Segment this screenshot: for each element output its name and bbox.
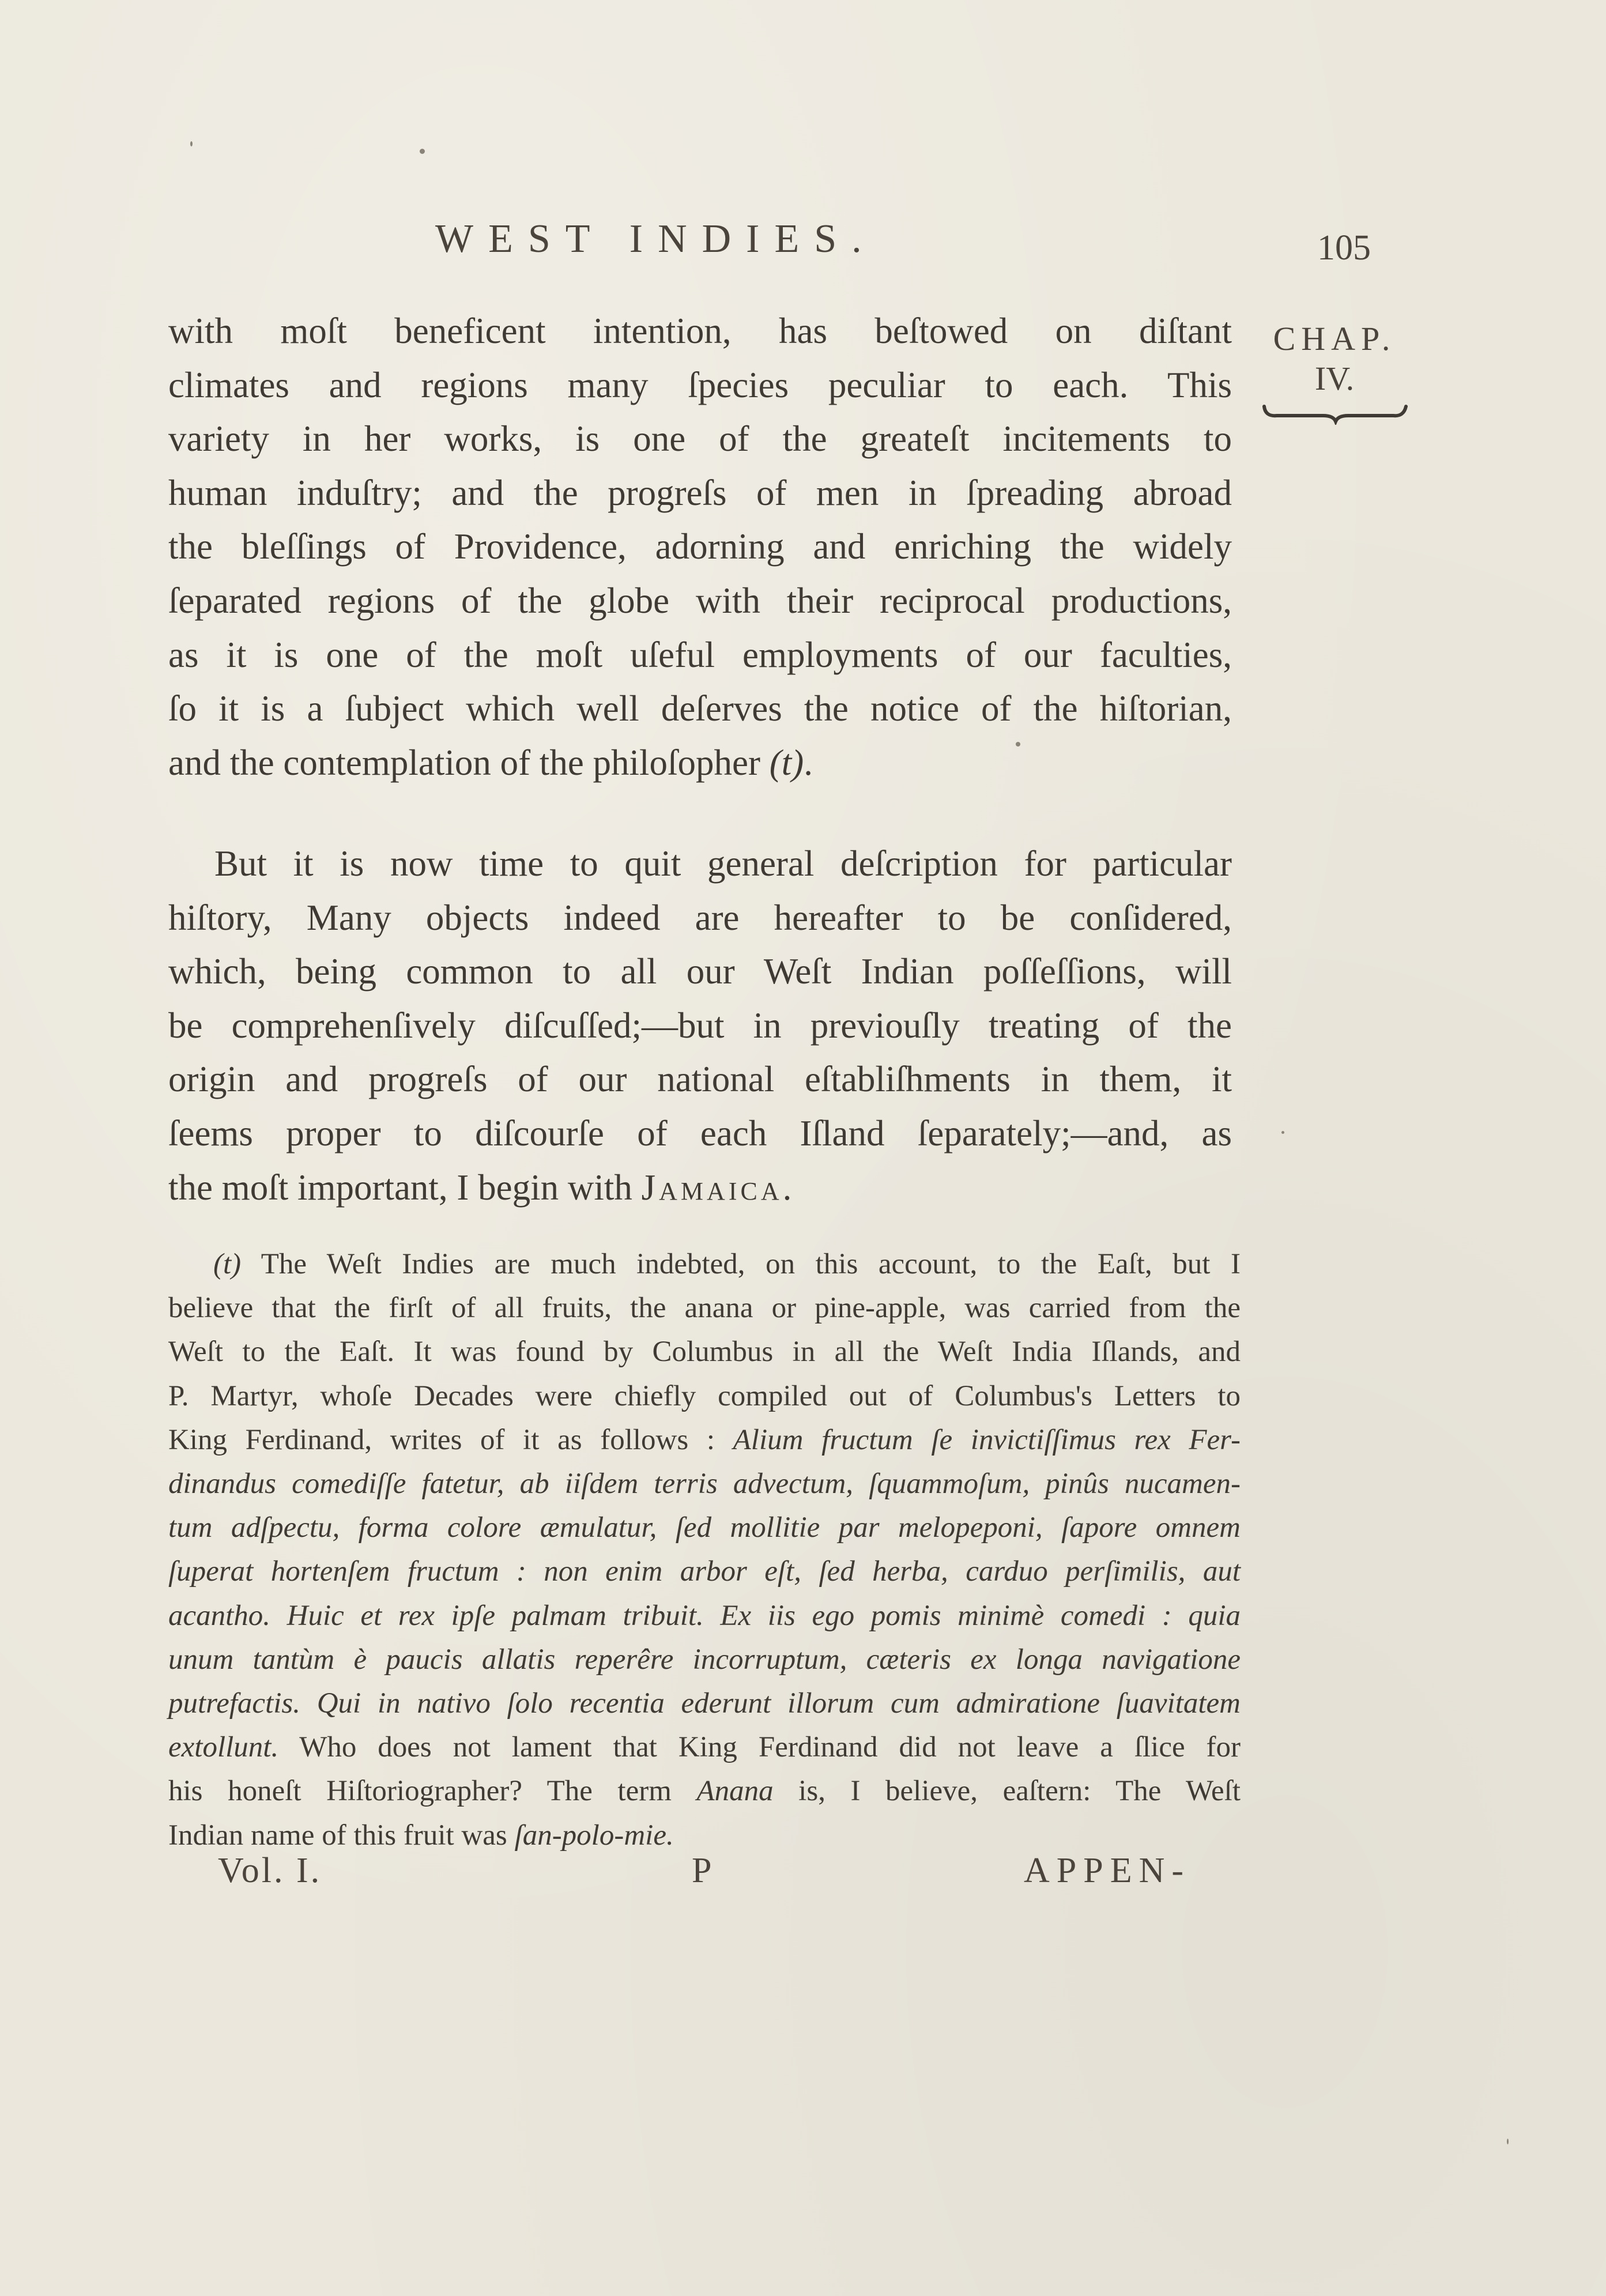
brace-ornament-icon [1260, 402, 1409, 425]
text-line: origin and progreſs of our national eſtabliſhments in them, it [168, 1059, 1232, 1100]
chapter-label: CHAP. [1273, 320, 1396, 357]
footnote-line: unum tantùm è paucis allatis reperêre incorruptum, cæteris ex longa navigatione [168, 1643, 1241, 1676]
text-line: the bleſſings of Providence, adorning and enriching the widely [168, 526, 1232, 567]
footnote-line [168, 1769, 1241, 1813]
footnote-line [168, 1418, 1241, 1462]
catchword: APPEN- [1024, 1851, 1191, 1890]
text-line: ſeems proper to diſcourſe of each Iſland ſeparately;—and, as [168, 1113, 1232, 1153]
footnote-text: his honeſt Hiſtoriographer? The term [168, 1775, 672, 1808]
footnote-line: tum adſpectu, forma colore æmulatur, ſed mollitie par melopeponi, ſapore omnem [168, 1511, 1241, 1544]
chapter-margin-note [1260, 320, 1409, 425]
footnote-line [168, 1725, 1241, 1769]
footnote-line: dinandus comediſſe fatetur, ab iiſdem terris advectum, ſquammoſum, pinûs nucamen- [168, 1468, 1241, 1500]
footnote-latin-quote: Alium fructum ſe invictiſſimus rex Fer- [733, 1423, 1241, 1456]
paragraph-2 [168, 837, 1232, 1215]
footnote-line [168, 1242, 1241, 1286]
running-head: WEST INDIES. [435, 217, 877, 261]
chapter-number: IV. [1314, 360, 1355, 397]
text-line: But it is now time to quit general deſcription for particular [214, 843, 1232, 884]
footnote-term: ſan-polo-mie. [514, 1819, 674, 1852]
page-speck [190, 141, 193, 146]
footnote-line: P. Martyr, whoſe Decades were chiefly compiled out of Columbus's Letters to [168, 1379, 1241, 1412]
footnote-line: believe that the firſt of all fruits, the anana or pine-apple, was carried from the [168, 1292, 1241, 1325]
text-line: human induſtry; and the progreſs of men in ſpreading abroad [168, 472, 1232, 513]
footnote-line: ſuperat hortenſem fructum : non enim arbor eſt, ſed herba, carduo perſimilis, aut [168, 1555, 1241, 1588]
volume-mark: Vol. I. [218, 1851, 322, 1890]
text-line: hiſtory, Many objects indeed are hereafter to be conſidered, [168, 897, 1232, 938]
signature-mark: P [692, 1851, 714, 1890]
page-speck [1507, 2139, 1509, 2144]
text-line: as it is one of the moſt uſeful employments of our faculties, [168, 634, 1232, 675]
text-line-main: and the contemplation of the philoſopher [168, 742, 760, 783]
text-line: which, being common to all our Weſt Indian poſſeſſions, will [168, 951, 1232, 992]
page-speck [1281, 1131, 1284, 1134]
text-line: ſeparated regions of the globe with their reciprocal productions, [168, 580, 1232, 621]
footnote-text: Who does not lament that King Ferdinand did not leave a ſlice for [299, 1731, 1241, 1764]
footnote-text: Indian name of this fruit was [168, 1819, 507, 1852]
footnote-text: The Weſt Indies are much indebted, on this account, to the Eaſt, but I [261, 1248, 1241, 1280]
footnote-term: Anana [696, 1775, 774, 1808]
footnote-reference: (t) [769, 742, 804, 783]
text-line: be comprehenſively diſcuſſed;—but in previouſly treating of the [168, 1005, 1232, 1046]
text-line-main: the moſt important, I begin with [168, 1167, 632, 1208]
jamaica-heading-word: Jamaica. [641, 1167, 796, 1208]
footnote-line: acantho. Huic et rex ipſe palmam tribuit. Ex iis ego pomis minimè comedi : quia [168, 1599, 1241, 1632]
text-line [168, 1161, 1232, 1215]
footnote-text: King Ferdinand, writes of it as follows : [168, 1423, 715, 1456]
footnote [168, 1242, 1241, 1857]
footnote-text: is, I believe, eaſtern: The Weſt [798, 1775, 1241, 1808]
paragraph-1 [168, 304, 1232, 790]
page-number: 105 [1317, 228, 1371, 267]
text-line-end: . [804, 742, 813, 783]
footnote-latin-quote: extollunt. [168, 1731, 279, 1764]
text-line: with moſt beneficent intention, has beſtowed on diſtant [168, 311, 1232, 351]
page-speck [420, 149, 425, 154]
text-line: climates and regions many ſpecies peculiar to each. This [168, 364, 1232, 405]
footnote-line: putrefactis. Qui in nativo ſolo recentia ederunt illorum cum admiratione ſuavitatem [168, 1687, 1241, 1720]
text-line: variety in her works, is one of the greateſt incitements to [168, 419, 1232, 459]
footnote-marker: (t) [213, 1248, 242, 1280]
footnote-line: Weſt to the Eaſt. It was found by Columbus in all the Weſt India Iſlands, and [168, 1336, 1241, 1368]
text-line: ſo it is a ſubject which well deſerves the notice of the hiſtorian, [168, 688, 1232, 729]
text-line [168, 736, 1232, 790]
